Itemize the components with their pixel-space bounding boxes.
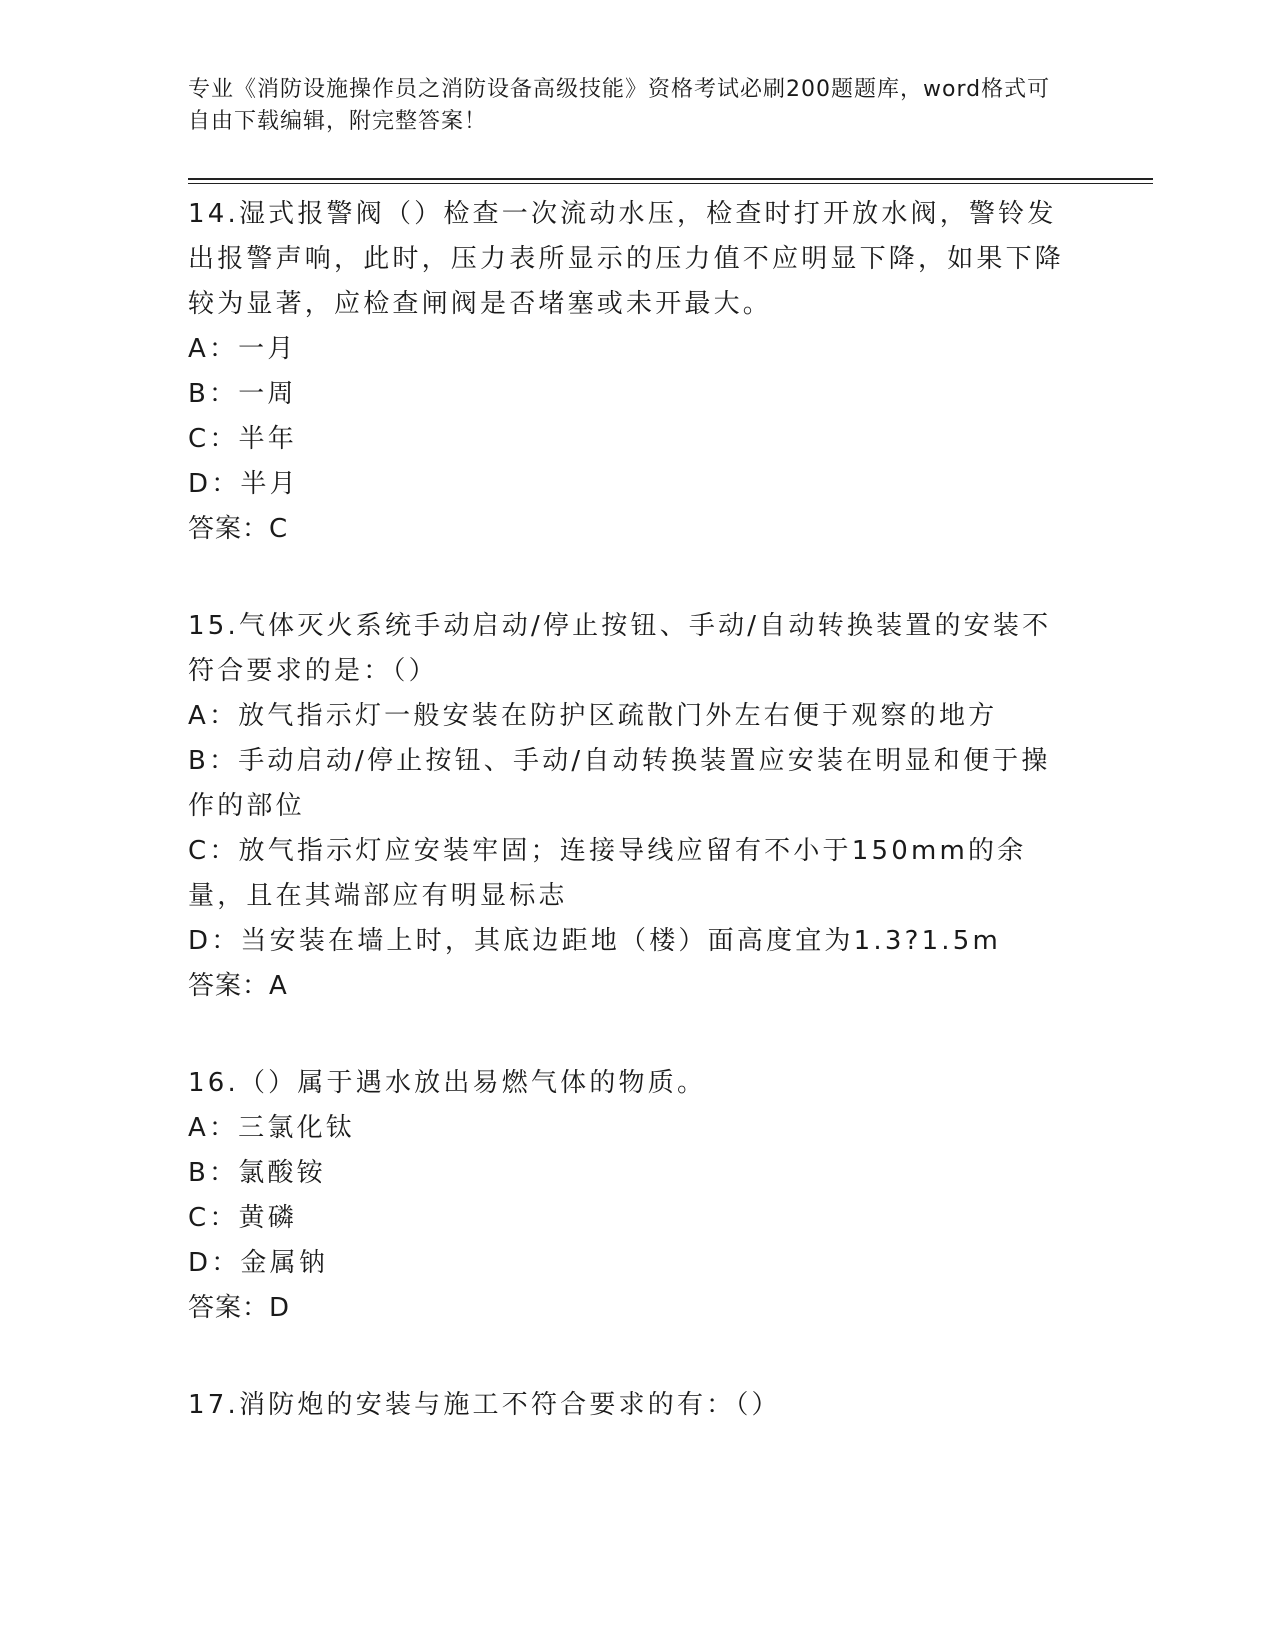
question-list — [188, 192, 1078, 1428]
header-divider-thin — [188, 183, 1153, 184]
header-divider-thick — [188, 178, 1153, 180]
option-b: B：手动启动/停止按钮、手动/自动转换装置应安装在明显和便于操作的部位 — [188, 746, 1051, 821]
question-17 — [188, 1383, 1078, 1428]
question-stem: 15.气体灭火系统手动启动/停止按钮、手动/自动转换装置的安装不符合要求的是：（） — [188, 611, 1052, 686]
page-header — [188, 74, 1068, 138]
option-b: B：氯酸铵 — [188, 1158, 326, 1188]
option-d: D：金属钠 — [188, 1248, 329, 1278]
option-d: D：半月 — [188, 469, 299, 499]
header-text: 专业《消防设施操作员之消防设备高级技能》资格考试必刷200题题库，word格式可自由下载编辑，附完整答案！ — [188, 77, 1051, 134]
option-c: C：半年 — [188, 424, 297, 454]
answer: 答案：C — [188, 514, 289, 544]
option-c: C：放气指示灯应安装牢固；连接导线应留有不小于150mm的余量，且在其端部应有明显标志 — [188, 836, 1027, 911]
option-c: C：黄磷 — [188, 1203, 297, 1233]
question-stem: 14.湿式报警阀（）检查一次流动水压，检查时打开放水阀，警铃发出报警声响，此时，压力表所显示的压力值不应明显下降，如果下降较为显著，应检查闸阀是否堵塞或未开最大。 — [188, 199, 1065, 319]
option-a: A：一月 — [188, 334, 297, 364]
question-stem: 16.（）属于遇水放出易燃气体的物质。 — [188, 1068, 707, 1098]
spacer — [188, 552, 1078, 604]
question-16 — [188, 1061, 1078, 1331]
spacer — [188, 1009, 1078, 1061]
option-d: D：当安装在墙上时，其底边距地（楼）面高度宜为1.3?1.5m — [188, 926, 1002, 956]
spacer — [188, 1331, 1078, 1383]
question-stem: 17.消防炮的安装与施工不符合要求的有：（） — [188, 1390, 781, 1420]
answer: 答案：A — [188, 971, 288, 1001]
option-a: A：放气指示灯一般安装在防护区疏散门外左右便于观察的地方 — [188, 701, 998, 731]
question-15 — [188, 604, 1078, 1009]
answer: 答案：D — [188, 1293, 291, 1323]
question-14 — [188, 192, 1078, 552]
option-a: A：三氯化钛 — [188, 1113, 355, 1143]
option-b: B：一周 — [188, 379, 297, 409]
